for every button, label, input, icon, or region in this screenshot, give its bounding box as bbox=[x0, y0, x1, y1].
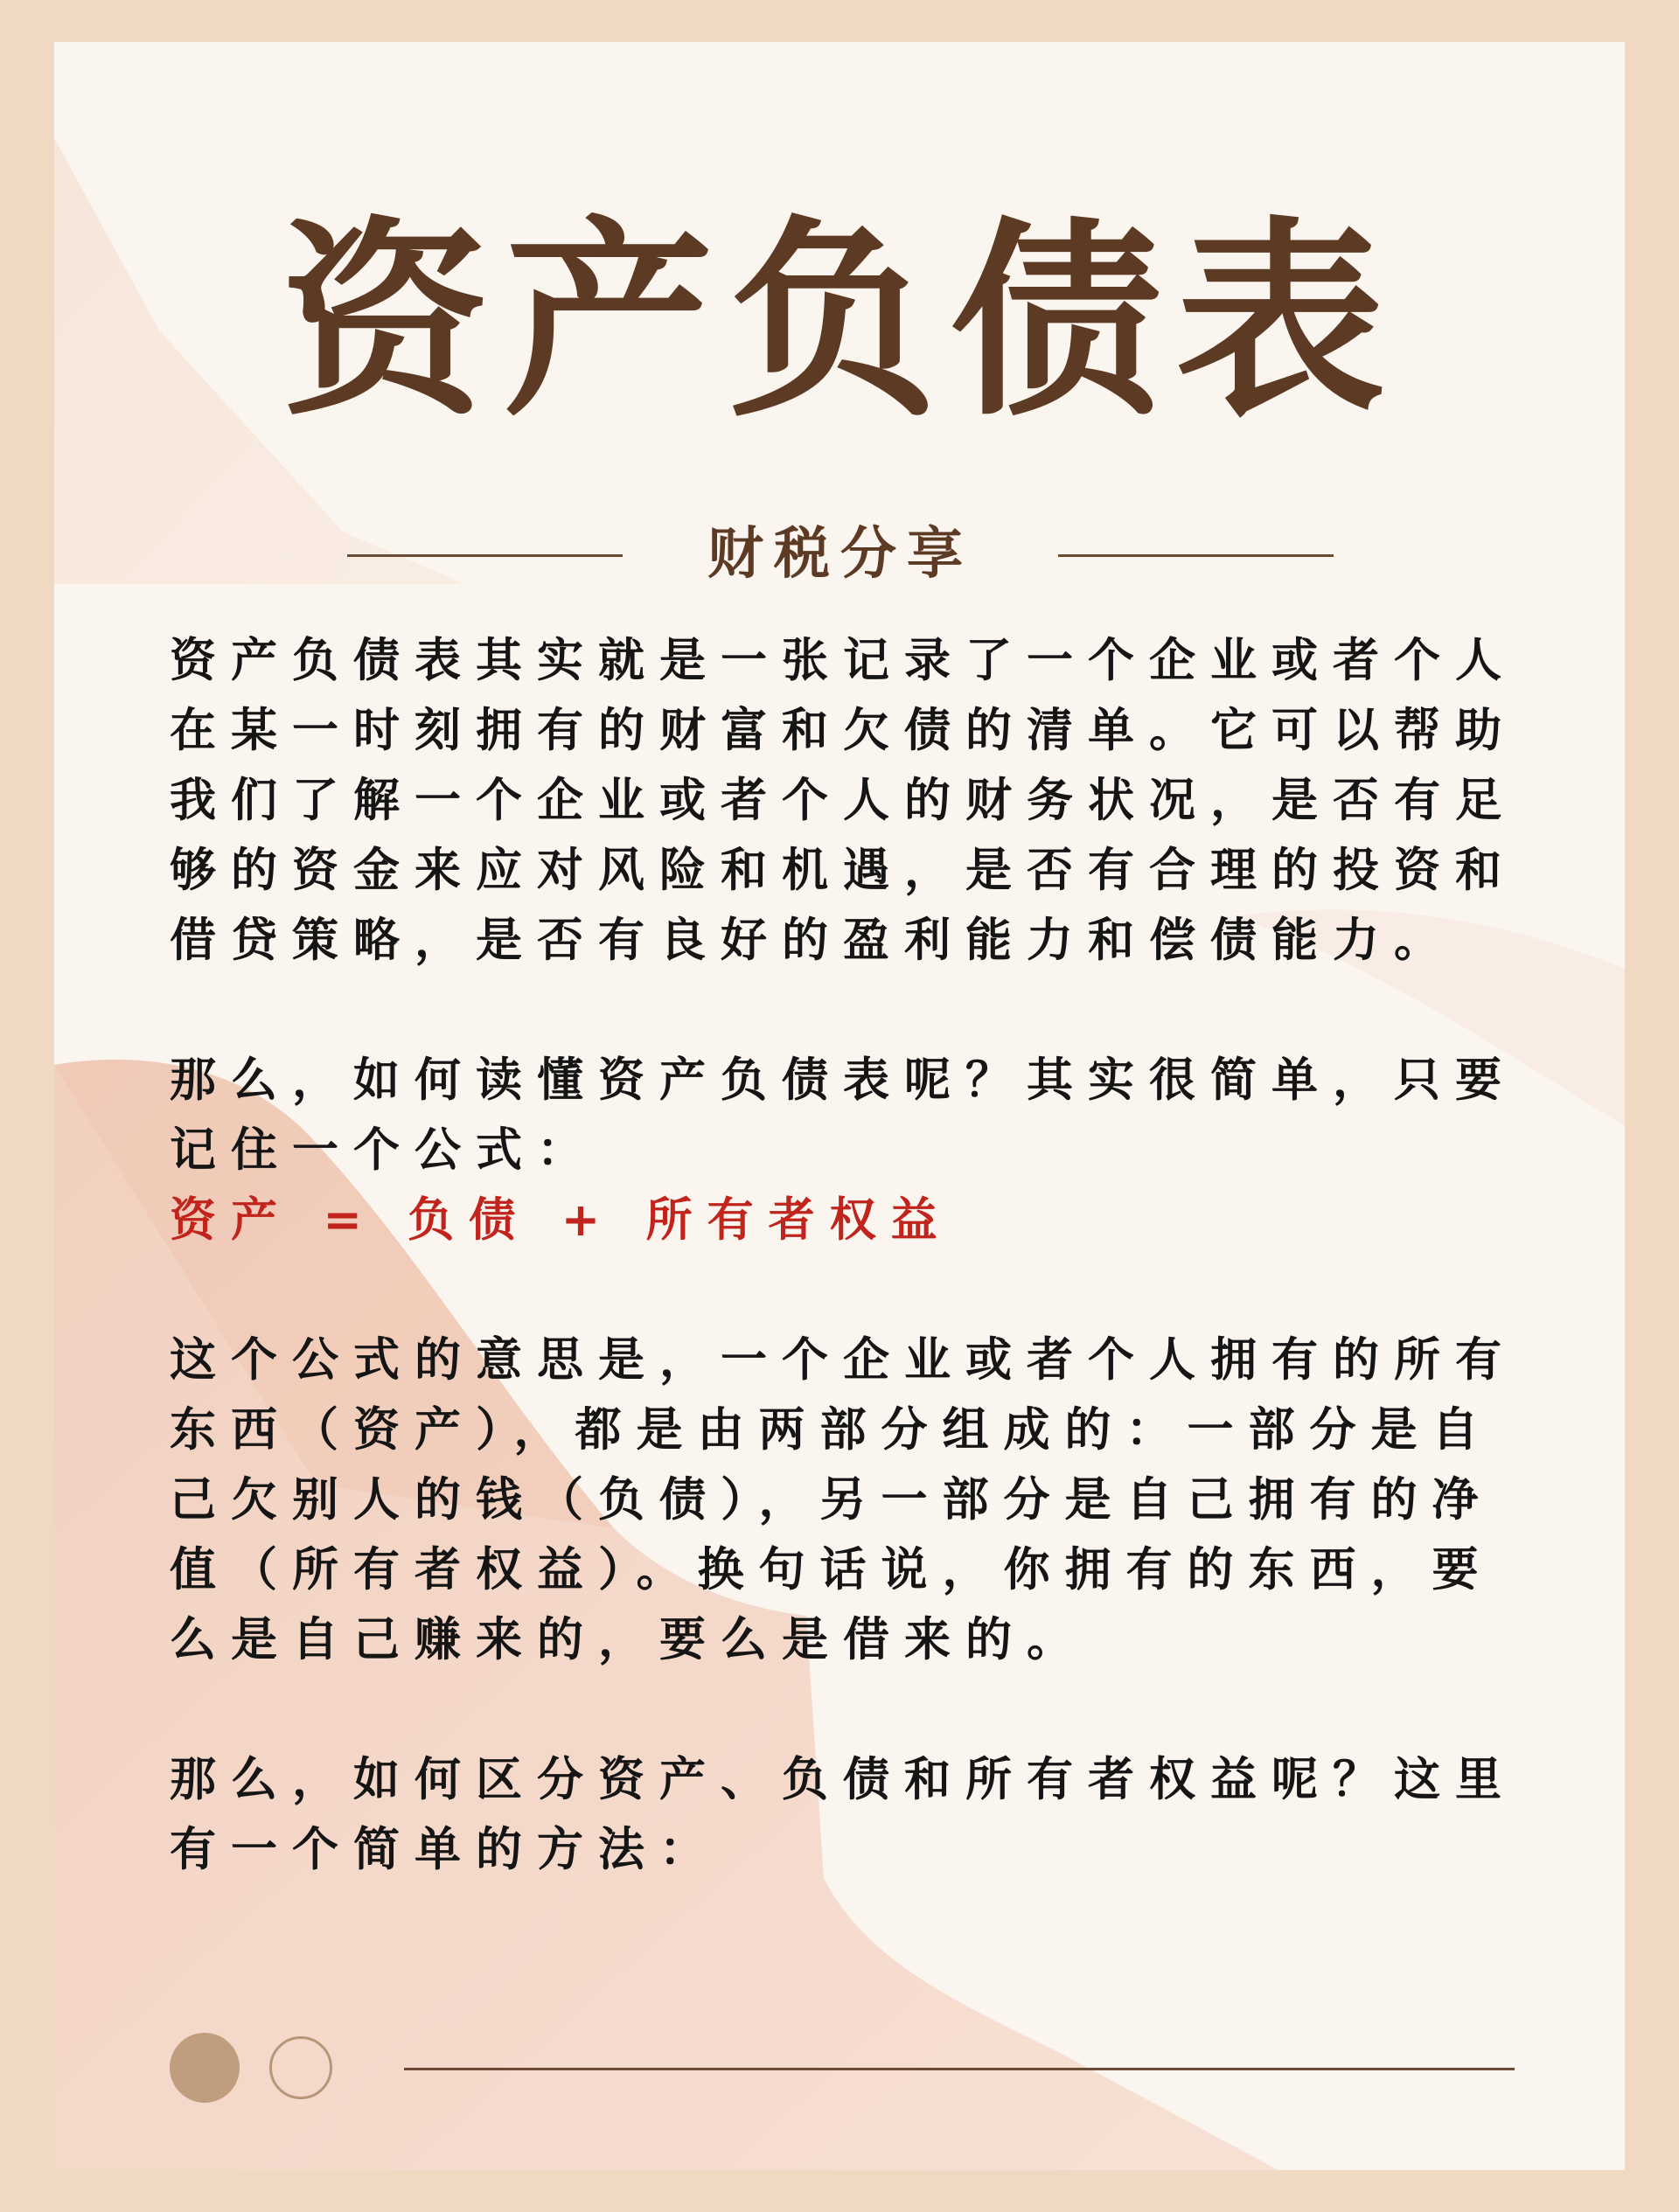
subtitle: 财税分享 bbox=[707, 522, 973, 587]
page-indicator-current-dot[interactable] bbox=[170, 2033, 240, 2103]
question-block bbox=[170, 1046, 1516, 1256]
subtitle-row bbox=[54, 514, 1625, 595]
intro-paragraph: 资产负债表其实就是一张记录了一个企业或者个人在某一时刻拥有的财富和欠债的清单。它可以帮助我们了解一个企业或者个人的财务状况，是否有足够的资金来应对风险和机遇，是否有合理的投资和借贷策略，是否有良好的盈利能力和偿债能力。 bbox=[170, 634, 1516, 967]
subtitle-right-divider bbox=[1058, 554, 1334, 557]
distinguish-paragraph: 那么，如何区分资产、负债和所有者权益呢？这里有一个简单的方法： bbox=[170, 1753, 1516, 1876]
explanation-paragraph: 这个公式的意思是，一个企业或者个人拥有的所有东西（资产），都是由两部分组成的：一部分是自己欠别人的钱（负债），另一部分是自己拥有的净值（所有者权益）。换句话说，你拥有的东西，要么是自己赚来的，要么是借来的。 bbox=[170, 1333, 1516, 1666]
question-paragraph: 那么，如何读懂资产负债表呢？其实很简单，只要记住一个公式： bbox=[170, 1054, 1516, 1177]
formula-text: 资产 = 负债 + 所有者权益 bbox=[170, 1193, 952, 1247]
content-card bbox=[54, 42, 1625, 2170]
footer-divider bbox=[404, 2068, 1515, 2070]
page-title: 资产负债表 bbox=[279, 199, 1399, 444]
page-indicator-next-dot[interactable] bbox=[269, 2036, 332, 2099]
subtitle-left-divider bbox=[347, 554, 623, 557]
page-content bbox=[54, 42, 1625, 2170]
